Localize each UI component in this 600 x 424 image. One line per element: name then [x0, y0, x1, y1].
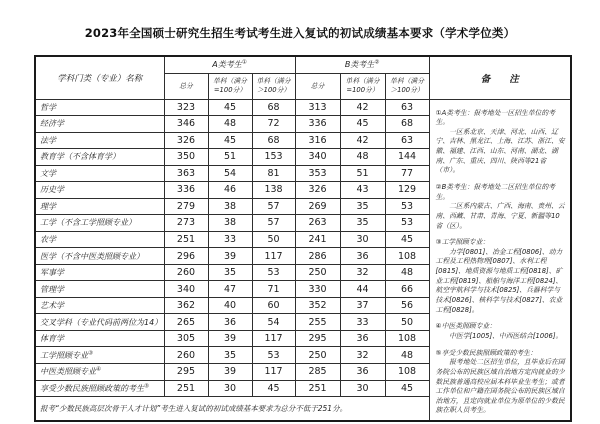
a-total: 340	[164, 281, 208, 298]
b-single-eq100: 48	[340, 149, 385, 166]
subject-name: 文学	[35, 165, 164, 182]
a-total: 362	[164, 297, 208, 314]
remarks-header: 备 注	[429, 56, 571, 99]
a-single-eq100: 48	[208, 116, 252, 133]
b-total: 251	[295, 380, 340, 397]
b-single-gt100: 48	[385, 264, 429, 281]
b-total: 269	[295, 198, 340, 215]
b-single-eq100: 44	[340, 281, 385, 298]
subject-name: 理学	[35, 198, 164, 215]
b-single-eq100: 42	[340, 132, 385, 149]
a-single-eq100: 46	[208, 182, 252, 199]
a-total: 273	[164, 215, 208, 232]
b-single-eq100: 51	[340, 165, 385, 182]
a-total: 295	[164, 364, 208, 381]
b-single-gt100: 77	[385, 165, 429, 182]
a-total: 260	[164, 264, 208, 281]
remark-note: 二区系内蒙古、广西、海南、贵州、云南、西藏、甘肃、青海、宁夏、新疆等10省（区）。	[435, 202, 565, 230]
a-total: 296	[164, 248, 208, 265]
col-header-b-total: 总分	[295, 73, 340, 99]
a-single-gt100: 53	[252, 347, 295, 364]
footer-note: 报考“少数民族高层次骨干人才计划”考生进入复试的初试成绩基本要求为总分不低于251分。	[35, 397, 429, 422]
b-total: 295	[295, 330, 340, 347]
col-header-subject: 学科门类（专业）名称	[35, 56, 164, 99]
a-total: 326	[164, 132, 208, 149]
subject-name: 艺术学	[35, 297, 164, 314]
a-total: 323	[164, 99, 208, 116]
b-single-gt100: 66	[385, 281, 429, 298]
b-total: 352	[295, 297, 340, 314]
a-single-eq100: 33	[208, 231, 252, 248]
b-single-gt100: 129	[385, 182, 429, 199]
a-single-gt100: 53	[252, 264, 295, 281]
a-total: 251	[164, 380, 208, 397]
a-single-eq100: 45	[208, 99, 252, 116]
b-single-gt100: 45	[385, 380, 429, 397]
subject-name: 管理学	[35, 281, 164, 298]
a-total: 260	[164, 347, 208, 364]
b-single-eq100: 36	[340, 248, 385, 265]
b-total: 250	[295, 347, 340, 364]
remark-note: 一区系北京、天津、河北、山西、辽宁、吉林、黑龙江、上海、江苏、浙江、安徽、福建、江西、山东、河南、湖北、湖南、广东、重庆、四川、陕西等21省（市）。	[435, 127, 565, 175]
b-total: 286	[295, 248, 340, 265]
b-total: 353	[295, 165, 340, 182]
subject-name: 教育学（不含体育学）	[35, 149, 164, 166]
remark-note: ①A类考生：报考地处一区招生单位的考生。	[435, 108, 556, 127]
a-single-eq100: 39	[208, 364, 252, 381]
footnote-ref-1: ①	[241, 59, 247, 66]
b-total: 316	[295, 132, 340, 149]
col-header-a-single-gt100: 单科（满分 ＞100分）	[252, 73, 295, 99]
subject-name: 工学照顾专业③	[35, 347, 164, 364]
a-single-gt100: 45	[252, 380, 295, 397]
a-single-gt100: 50	[252, 231, 295, 248]
subject-name: 体育学	[35, 330, 164, 347]
a-single-gt100: 68	[252, 99, 295, 116]
remarks-content	[429, 99, 571, 421]
a-total: 363	[164, 165, 208, 182]
score-table	[34, 55, 572, 422]
remark-note: ④中医类照顾专业：	[435, 322, 496, 331]
b-total: 241	[295, 231, 340, 248]
a-single-eq100: 51	[208, 149, 252, 166]
a-single-gt100: 54	[252, 314, 295, 331]
footnote-ref-4: ④	[96, 366, 101, 373]
subject-name: 法学	[35, 132, 164, 149]
a-single-eq100: 39	[208, 330, 252, 347]
a-single-gt100: 117	[252, 330, 295, 347]
b-single-gt100: 108	[385, 330, 429, 347]
a-single-eq100: 40	[208, 297, 252, 314]
remark-note: 力学[0801]、冶金工程[0806]、动力工程及工程热物理[0807]、水利工程[0815]、地质资源与地质工程[0818]、矿业工程[0819]、船舶与海洋工程[0824]、航空宇航科学与技术[0825]、兵器科学与技术[0826]、核科学与技术[0827]、农业工程[0828]。	[435, 247, 563, 314]
b-single-eq100: 32	[340, 347, 385, 364]
a-single-eq100: 39	[208, 248, 252, 265]
a-single-eq100: 45	[208, 132, 252, 149]
subject-name: 中医类照顾专业④	[35, 364, 164, 381]
col-header-a-single-eq100: 单科（满分 =100分）	[208, 73, 252, 99]
a-single-eq100: 38	[208, 215, 252, 232]
b-total: 313	[295, 99, 340, 116]
col-header-a-total: 总分	[164, 73, 208, 99]
a-total: 265	[164, 314, 208, 331]
a-single-eq100: 54	[208, 165, 252, 182]
b-single-gt100: 108	[385, 248, 429, 265]
a-single-gt100: 60	[252, 297, 295, 314]
a-single-gt100: 72	[252, 116, 295, 133]
footnote-ref-3: ③	[88, 350, 93, 357]
b-single-eq100: 42	[340, 99, 385, 116]
b-single-eq100: 43	[340, 182, 385, 199]
remark-note: ③工学照顾专业：	[435, 238, 490, 247]
a-single-eq100: 36	[208, 314, 252, 331]
subject-name: 哲学	[35, 99, 164, 116]
b-single-gt100: 53	[385, 215, 429, 232]
b-single-eq100: 36	[340, 364, 385, 381]
b-total: 250	[295, 264, 340, 281]
footnote-ref-2: ②	[374, 59, 380, 66]
a-single-eq100: 38	[208, 198, 252, 215]
remark-note: ②B类考生：报考地处二区招生单位的考生。	[435, 182, 556, 201]
a-single-gt100: 68	[252, 132, 295, 149]
b-single-eq100: 30	[340, 380, 385, 397]
table-row	[35, 99, 571, 116]
b-single-eq100: 32	[340, 264, 385, 281]
b-single-eq100: 33	[340, 314, 385, 331]
a-total: 251	[164, 231, 208, 248]
b-total: 336	[295, 116, 340, 133]
b-single-eq100: 30	[340, 231, 385, 248]
b-single-gt100: 45	[385, 231, 429, 248]
b-single-eq100: 36	[340, 330, 385, 347]
b-single-eq100: 35	[340, 198, 385, 215]
a-single-eq100: 35	[208, 264, 252, 281]
subject-name: 农学	[35, 231, 164, 248]
b-single-eq100: 45	[340, 116, 385, 133]
subject-name: 军事学	[35, 264, 164, 281]
col-header-b-single-gt100: 单科（满分 ＞100分）	[385, 73, 429, 99]
group-header-row	[35, 56, 571, 73]
b-total: 255	[295, 314, 340, 331]
footnote-ref-5: ⑤	[144, 383, 149, 390]
subject-name: 历史学	[35, 182, 164, 199]
a-total: 336	[164, 182, 208, 199]
a-total: 305	[164, 330, 208, 347]
b-single-gt100: 50	[385, 314, 429, 331]
b-single-gt100: 63	[385, 132, 429, 149]
subject-name: 医学（不含中医类照顾专业）	[35, 248, 164, 265]
page-title: 2023年全国硕士研究生招生考试考生进入复试的初试成绩基本要求（学术学位类）	[84, 26, 516, 40]
a-total: 279	[164, 198, 208, 215]
a-single-gt100: 153	[252, 149, 295, 166]
b-single-gt100: 144	[385, 149, 429, 166]
group-header-b: B类考生②	[295, 56, 429, 73]
a-single-gt100: 138	[252, 182, 295, 199]
col-header-b-single-eq100: 单科（满分 =100分）	[340, 73, 385, 99]
b-total: 330	[295, 281, 340, 298]
subject-name: 工学（不含工学照顾专业）	[35, 215, 164, 232]
subject-name: 享受少数民族照顾政策的考生⑤	[35, 380, 164, 397]
b-total: 340	[295, 149, 340, 166]
b-single-gt100: 56	[385, 297, 429, 314]
b-single-eq100: 37	[340, 297, 385, 314]
a-single-eq100: 35	[208, 347, 252, 364]
b-single-gt100: 53	[385, 198, 429, 215]
a-single-gt100: 117	[252, 248, 295, 265]
remark-note: ⑤享受少数民族照顾政策的考生：	[435, 348, 537, 357]
subject-name: 交叉学科（专业代码前两位为14）	[35, 314, 164, 331]
a-total: 346	[164, 116, 208, 133]
remark-note: 中医学[1005]、中西医结合[1006]。	[449, 331, 563, 340]
b-single-gt100: 48	[385, 347, 429, 364]
b-total: 285	[295, 364, 340, 381]
a-single-gt100: 71	[252, 281, 295, 298]
a-single-eq100: 30	[208, 380, 252, 397]
b-single-eq100: 35	[340, 215, 385, 232]
b-total: 263	[295, 215, 340, 232]
a-total: 350	[164, 149, 208, 166]
b-single-gt100: 108	[385, 364, 429, 381]
b-single-gt100: 63	[385, 99, 429, 116]
remark-note: 报考地处二区招生单位，且毕业后在国务院公布的民族区域自治地方定向就业的少数民族普通高校应届本科毕业生考生；或者工作单位和户籍在国务院公布的民族区域自治地方，且定向就业单位为原单位的少数民族在职人员考生。	[435, 358, 565, 415]
a-single-gt100: 57	[252, 215, 295, 232]
a-single-gt100: 57	[252, 198, 295, 215]
a-single-gt100: 81	[252, 165, 295, 182]
group-header-a: A类考生①	[164, 56, 295, 73]
subject-name: 经济学	[35, 116, 164, 133]
b-total: 326	[295, 182, 340, 199]
a-single-eq100: 47	[208, 281, 252, 298]
b-single-gt100: 68	[385, 116, 429, 133]
a-single-gt100: 117	[252, 364, 295, 381]
